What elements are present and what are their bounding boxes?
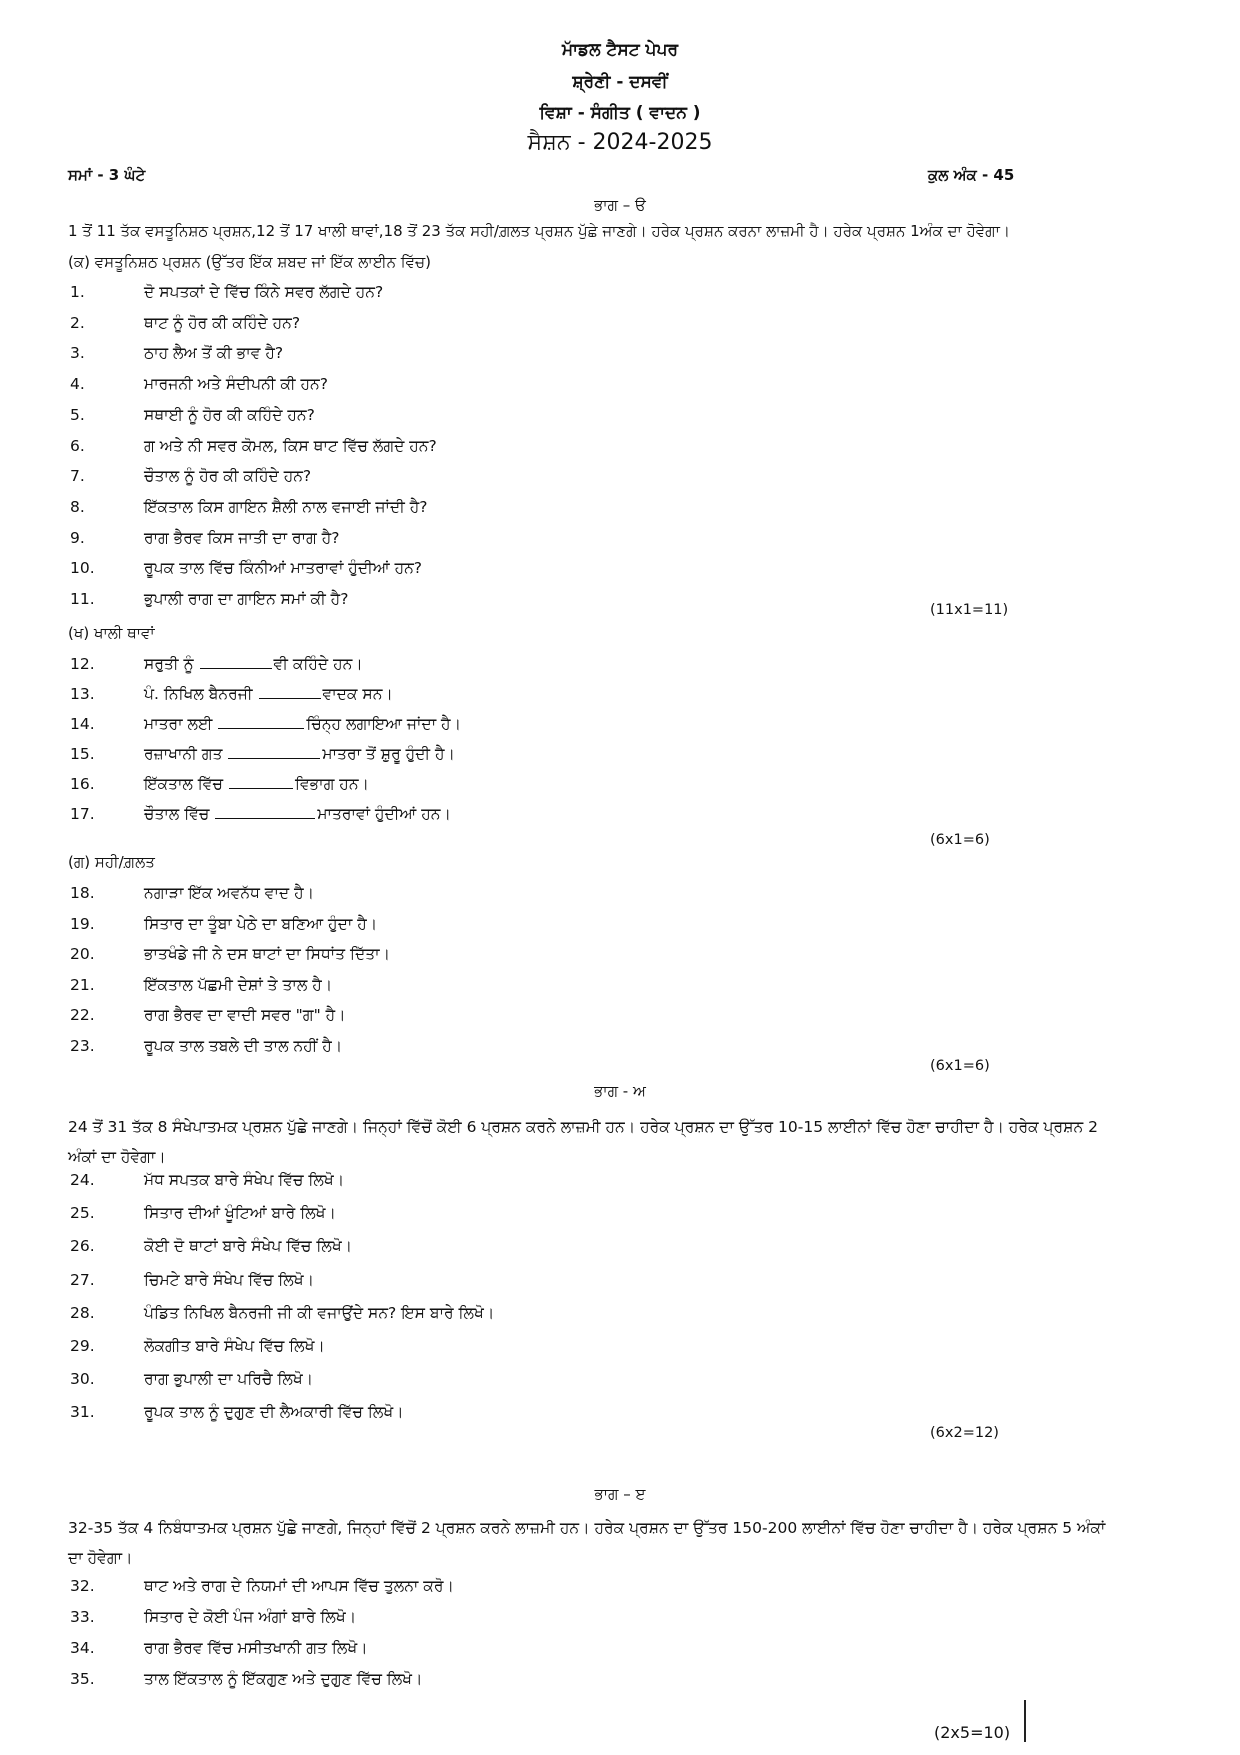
question-number: 16. [70,775,95,793]
question-text-after-blank: ਵਿਭਾਗ ਹਨ। [294,775,369,793]
answer-blank [228,744,320,759]
question-number: 22. [70,1006,95,1025]
question-text: ਰਾਗ ਭੈਰਵ ਕਿਸ ਜਾਤੀ ਦਾ ਰਾਗ ਹੈ? [144,528,340,547]
question-number: 5. [70,405,85,424]
question-text: ਸਿਤਾਰ ਦੀਆਂ ਖੂੰਟਿਆਂ ਬਾਰੇ ਲਿਖੋ। [144,1204,336,1223]
question-text: ਭੁਪਾਲੀ ਰਾਗ ਦਾ ਗਾਇਨ ਸਮਾਂ ਕੀ ਹੈ? [144,590,349,608]
part-c-marks: (2x5=10) [934,1723,1011,1742]
question-number: 3. [70,344,85,363]
question-text: ਰਾਗ ਭੁਪਾਲੀ ਦਾ ਪਰਿਚੈ ਲਿਖੋ। [144,1370,314,1389]
question-number: 13. [70,685,95,703]
question-number: 25. [70,1204,95,1223]
question-text: ਰਾਗ ਭੈਰਵ ਦਾ ਵਾਦੀ ਸਵਰ "ਗ" ਹੈ। [144,1006,346,1025]
question-number: 35. [70,1670,95,1688]
question-number: 9. [70,528,85,547]
question-item [70,498,428,517]
question-item [70,1171,344,1190]
question-item [70,590,348,609]
question-number: 11. [70,590,95,608]
class-line: ਸ਼੍ਰੇਣੀ - ਦਸਵੀਂ [572,72,668,92]
question-text: ਚੌਤਾਲ ਨੂੰ ਹੋਰ ਕੀ ਕਹਿੰਦੇ ਹਨ? [144,467,312,486]
question-text: ਥਾਟ ਅਤੇ ਰਾਗ ਦੇ ਨਿਯਮਾਂ ਦੀ ਆਪਸ ਵਿੱਚ ਤੁਲਨਾ ਕਰੋ। [144,1577,454,1595]
question-item [70,804,451,824]
question-number: 34. [70,1639,95,1657]
question-number: 19. [70,914,95,933]
question-text: ਲੋਕਗੀਤ ਬਾਰੇ ਸੰਖੇਪ ਵਿੱਚ ਲਿਖੋ। [144,1337,325,1355]
question-number: 8. [70,497,85,516]
part-b-instructions: 24 ਤੋਂ 31 ਤੱਕ 8 ਸੰਖੇਪਾਤਮਕ ਪ੍ਰਸ਼ਨ ਪੁੱਛੇ ਜਾਣਗੇ। ਜਿਨ੍ਹਾਂ ਵਿੱਚੋਂ ਕੋਈ 6 ਪ੍ਰਸ਼ਨ ਕਰਨੇ ਲਾਜ਼ਮੀ ਹਨ। ਹਰੇਕ ਪ੍ਰਸ਼ਨ ਦਾ ਉੱਤਰ 10-15 ਲਾਈਨਾਂ ਵਿੱਚ ਹੋਣਾ ਚਾਹੀਦਾ ਹੈ। ਹਰੇਕ ਪ੍ਰਸ਼ਨ 2 ਅੰਕਾਂ ਦਾ ਹੋਵੇਗਾ। [68,1118,1098,1166]
question-text-after-blank: ਵੀ ਕਹਿੰਦੇ ਹਨ। [273,655,363,673]
question-number: 15. [70,745,95,763]
part-a-instructions: 1 ਤੋਂ 11 ਤੱਕ ਵਸਤੂਨਿਸ਼ਠ ਪ੍ਰਸ਼ਨ,12 ਤੋਂ 17 ਖਾਲੀ ਥਾਵਾਂ,18 ਤੋਂ 23 ਤੱਕ ਸਹੀ/ਗ਼ਲਤ ਪ੍ਰਸ਼ਨ ਪੁੱਛੇ ਜਾਣਗੇ। ਹਰੇਕ ਪ੍ਰਸ਼ਨ ਕਰਨਾ ਲਾਜ਼ਮੀ ਹੈ। ਹਰੇਕ ਪ੍ਰਸ਼ਨ 1ਅੰਕ ਦਾ ਹੋਵੇਗਾ। [68,222,1011,240]
question-text-after-blank: ਚਿੰਨ੍ਹ ਲਗਾਇਆ ਜਾਂਦਾ ਹੈ। [306,715,462,733]
question-number: 33. [70,1608,95,1626]
question-item [70,283,383,302]
question-item [70,915,377,934]
question-item [70,654,363,674]
section-ka-heading: (ਕ) ਵਸਤੂਨਿਸ਼ਠ ਪ੍ਰਸ਼ਨ (ਉੱਤਰ ਇੱਕ ਸ਼ਬਦ ਜਾਂ ਇੱਕ ਲਾਈਨ ਵਿੱਚ) [68,253,431,271]
question-number: 12. [70,655,95,673]
question-text: ਸਿਤਾਰ ਦਾ ਤੂੰਬਾ ਪੇਠੇ ਦਾ ਬਣਿਆ ਹੁੰਦਾ ਹੈ। [144,914,378,933]
question-text: ਮੱਧ ਸਪਤਕ ਬਾਰੇ ਸੰਖੇਪ ਵਿੱਚ ਲਿਖੋ। [144,1171,345,1189]
question-item [70,1670,422,1689]
question-text: ਮਾਰਜਨੀ ਅਤੇ ਸੰਦੀਪਨੀ ਕੀ ਹਨ? [144,375,328,394]
question-text: ਰਾਗ ਭੈਰਵ ਵਿੱਚ ਮਸੀਤਖਾਨੀ ਗਤ ਲਿਖੋ। [144,1639,368,1657]
question-number: 30. [70,1370,95,1389]
question-number: 7. [70,467,85,486]
question-text: ਥਾਟ ਨੂੰ ਹੋਰ ਕੀ ਕਹਿੰਦੇ ਹਨ? [144,313,301,332]
question-item [70,1639,368,1658]
question-text: ਰੂਪਕ ਤਾਲ ਵਿੱਚ ਕਿੰਨੀਆਂ ਮਾਤਰਾਵਾਂ ਹੁੰਦੀਆਂ ਹਨ? [144,559,423,578]
question-item [70,1204,336,1223]
question-number: 10. [70,559,95,578]
question-item [70,529,340,548]
question-item [70,437,437,456]
question-text-before-blank: ਪੰ. ਨਿਖਿਲ ਬੈਨਰਜੀ [144,685,253,703]
question-item [70,1403,404,1422]
part-c-instructions: 32-35 ਤੱਕ 4 ਨਿਬੰਧਾਤਮਕ ਪ੍ਰਸ਼ਨ ਪੁੱਛੇ ਜਾਣਗੇ, ਜਿਨ੍ਹਾਂ ਵਿੱਚੋਂ 2 ਪ੍ਰਸ਼ਨ ਕਰਨੇ ਲਾਜ਼ਮੀ ਹਨ। ਹਰੇਕ ਪ੍ਰਸ਼ਨ ਦਾ ਉੱਤਰ 150-200 ਲਾਈਨਾਂ ਵਿੱਚ ਹੋਣਾ ਚਾਹੀਦਾ ਹੈ। ਹਰੇਕ ਪ੍ਰਸ਼ਨ 5 ਅੰਕਾਂ ਦਾ ਹੋਵੇਗਾ। [68,1519,1106,1567]
question-item [70,375,328,394]
question-text-before-blank: ਇੱਕਤਾਲ ਵਿੱਚ [144,775,223,793]
question-number: 1. [70,283,85,301]
answer-blank [218,714,304,729]
part-b-marks: (6x2=12) [930,1425,999,1441]
time-allowed: ਸਮਾਂ - 3 ਘੰਟੇ [68,166,146,184]
question-text: ਭਾਤਖੰਡੇ ਜੀ ਨੇ ਦਸ ਥਾਟਾਂ ਦਾ ਸਿਧਾਂਤ ਦਿੱਤਾ। [144,945,391,964]
paper-title: ਮਾੱਡਲ ਟੈਸਟ ਪੇਪਰ [561,40,678,60]
question-number: 21. [70,975,95,994]
part-b-heading: ਭਾਗ - ਅ [594,1082,646,1100]
question-text-after-blank: ਵਾਦਕ ਸਨ। [322,685,393,703]
question-item [70,1337,325,1356]
question-number: 24. [70,1171,95,1189]
session-line: ਸੈਸ਼ਨ - 2024-2025 [527,130,713,155]
question-item [70,314,300,333]
question-item [70,467,311,486]
margin-mark [1024,1700,1026,1742]
question-number: 26. [70,1237,95,1256]
question-text: ਇੱਕਤਾਲ ਕਿਸ ਗਾਇਨ ਸ਼ੈਲੀ ਨਾਲ ਵਜਾਈ ਜਾਂਦੀ ਹੈ? [144,497,428,516]
question-text: ਤਾਲ ਇੱਕਤਾਲ ਨੂੰ ਇੱਕਗੁਣ ਅਤੇ ਦੁਗੁਣ ਵਿੱਚ ਲਿਖੋ। [144,1670,423,1688]
section-ka-marks: (11x1=11) [930,602,1009,618]
answer-blank [200,654,272,669]
question-text: ਰੂਪਕ ਤਾਲ ਤਬਲੇ ਦੀ ਤਾਲ ਨਹੀਂ ਹੈ। [144,1037,343,1055]
question-item [70,1006,346,1025]
question-item [70,714,461,734]
question-item [70,344,283,363]
question-item [70,1370,313,1389]
total-marks: ਕੁਲ ਅੰਕ - 45 [928,166,1015,184]
question-item [70,684,393,704]
subject-line: ਵਿਸ਼ਾ - ਸੰਗੀਤ ( ਵਾਦਨ ) [539,103,701,123]
question-number: 2. [70,313,85,332]
question-number: 29. [70,1337,95,1355]
question-item [70,744,455,764]
question-text: ਦੋ ਸਪਤਕਾਂ ਦੇ ਵਿੱਚ ਕਿੰਨੇ ਸਵਰ ਲੱਗਦੇ ਹਨ? [144,283,384,301]
question-number: 4. [70,375,85,394]
question-text-after-blank: ਮਾਤਰਾਵਾਂ ਹੁੰਦੀਆਂ ਹਨ। [317,805,451,823]
question-text-before-blank: ਚੌਤਾਲ ਵਿੱਚ [144,805,210,823]
question-item [70,1608,356,1627]
question-item [70,559,422,578]
question-text-before-blank: ਮਾਤਰਾ ਲਈ [144,715,213,733]
answer-blank [215,804,315,819]
question-item [70,976,332,995]
section-ga-marks: (6x1=6) [930,1058,990,1074]
question-item [70,1304,494,1323]
answer-blank [259,684,321,699]
question-item [70,774,369,794]
part-c-heading: ਭਾਗ – ੲ [594,1485,646,1503]
question-text: ਨਗਾੜਾ ਇੱਕ ਅਵਨੱਧ ਵਾਦ ਹੈ। [144,884,315,902]
question-text: ਰੂਪਕ ਤਾਲ ਨੂੰ ਦੁਗੁਣ ਦੀ ਲੈਅਕਾਰੀ ਵਿੱਚ ਲਿਖੋ। [144,1403,404,1422]
question-number: 17. [70,805,95,823]
question-item [70,1037,342,1056]
question-text-before-blank: ਰਜ਼ਾਖਾਨੀ ਗਤ [144,745,223,763]
question-text: ਸਿਤਾਰ ਦੇ ਕੋਈ ਪੰਜ ਅੰਗਾਂ ਬਾਰੇ ਲਿਖੋ। [144,1608,357,1626]
section-kha-marks: (6x1=6) [930,832,990,848]
question-number: 32. [70,1577,95,1595]
question-item [70,1271,314,1290]
question-text: ਠਾਹ ਲੈਅ ਤੋਂ ਕੀ ਭਾਵ ਹੈ? [144,344,284,363]
question-text: ਚਿਮਟੇ ਬਾਰੇ ਸੰਖੇਪ ਵਿੱਚ ਲਿਖੋ। [144,1270,315,1289]
question-item [70,945,390,964]
answer-blank [229,774,293,789]
question-text: ਸਥਾਈ ਨੂੰ ਹੋਰ ਕੀ ਕਹਿੰਦੇ ਹਨ? [144,405,315,424]
question-text-before-blank: ਸਰੁਤੀ ਨੂੰ [144,655,194,673]
question-item [70,1577,454,1596]
question-text: ਪੰਡਿਤ ਨਿਖਿਲ ਬੈਨਰਜੀ ਜੀ ਕੀ ਵਜਾਉਂਦੇ ਸਨ? ਇਸ ਬਾਰੇ ਲਿਖੋ। [144,1303,495,1322]
section-kha-heading: (ਖ) ਖਾਲੀ ਥਾਵਾਂ [68,624,155,642]
question-item [70,884,314,903]
question-number: 23. [70,1037,95,1055]
part-a-heading: ਭਾਗ – ੳ [594,196,646,214]
question-text: ਗ ਅਤੇ ਨੀ ਸਵਰ ਕੋਮਲ, ਕਿਸ ਥਾਟ ਵਿੱਚ ਲੱਗਦੇ ਹਨ? [144,436,437,455]
question-item [70,1237,352,1256]
question-number: 31. [70,1403,95,1422]
question-text-after-blank: ਮਾਤਰਾ ਤੋਂ ਸ਼ੁਰੂ ਹੁੰਦੀ ਹੈ। [322,745,455,763]
question-text: ਇੱਕਤਾਲ ਪੱਛਮੀ ਦੇਸ਼ਾਂ ਤੇ ਤਾਲ ਹੈ। [144,975,333,994]
question-number: 27. [70,1270,95,1289]
question-number: 18. [70,884,95,902]
question-number: 20. [70,945,95,964]
question-number: 14. [70,715,95,733]
question-number: 6. [70,436,85,455]
question-item [70,406,315,425]
question-text: ਕੋਈ ਦੋ ਥਾਟਾਂ ਬਾਰੇ ਸੰਖੇਪ ਵਿੱਚ ਲਿਖੋ। [144,1237,353,1256]
question-number: 28. [70,1303,95,1322]
section-ga-heading: (ਗ) ਸਹੀ/ਗ਼ਲਤ [68,853,155,871]
